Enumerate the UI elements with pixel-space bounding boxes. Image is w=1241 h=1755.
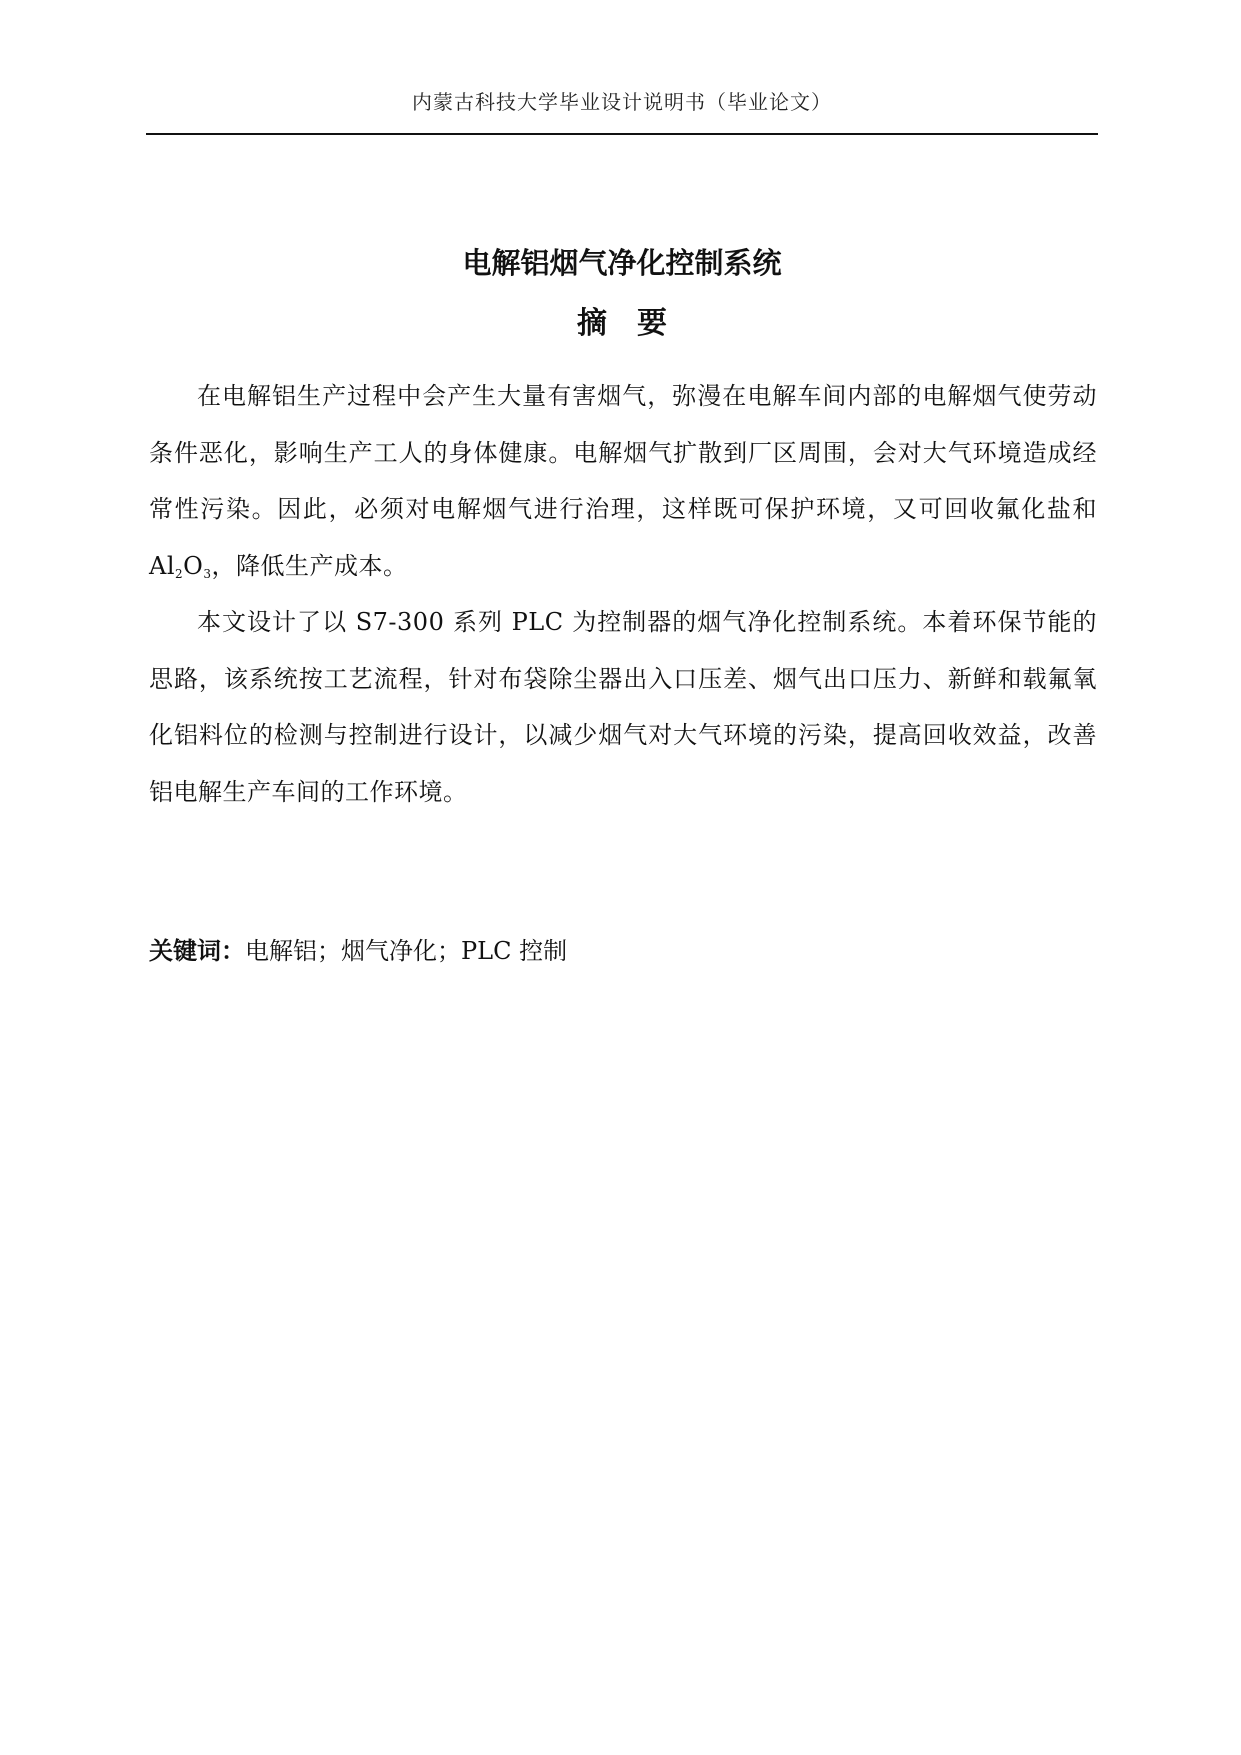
keywords-line <box>149 934 1097 968</box>
header-divider <box>146 133 1098 135</box>
chemical-formula <box>149 552 211 580</box>
thesis-title: 电解铝烟气净化控制系统 <box>462 246 782 280</box>
abstract-paragraph-1-tail: ，降低生产成本。 <box>211 551 408 580</box>
abstract-paragraph-2: 本文设计了以 S7-300 系列 PLC 为控制器的烟气净化控制系统。本着环保节能的思路，该系统按工艺流程，针对布袋除尘器出入口压差、烟气出口压力、新鲜和载氟氧化铝料位的检测与控制进行设计，以减少烟气对大气环境的污染，提高回收效益，改善铝电解生产车间的工作环境。 <box>149 608 1097 806</box>
running-header: 内蒙古科技大学毕业设计说明书（毕业论文） <box>412 90 832 114</box>
keywords-label: 关键词： <box>149 937 245 965</box>
formula-element-al: Al <box>149 551 176 580</box>
abstract-paragraph-1 <box>149 368 1097 594</box>
formula-subscript-3: 3 <box>203 566 212 581</box>
keywords-values: 电解铝；烟气净化；PLC 控制 <box>245 937 568 965</box>
abstract-body <box>149 368 1097 820</box>
formula-element-o: O <box>183 551 204 580</box>
formula-subscript-2: 2 <box>175 566 184 581</box>
abstract-paragraph-1-text: 在电解铝生产过程中会产生大量有害烟气，弥漫在电解车间内部的电解烟气使劳动条件恶化，影响生产工人的身体健康。电解烟气扩散到厂区周围，会对大气环境造成经常性污染。因此，必须对电解烟气进行治理，这样既可保护环境，又可回收氟化盐和 <box>149 382 1097 523</box>
abstract-heading: 摘 要 <box>577 306 667 341</box>
